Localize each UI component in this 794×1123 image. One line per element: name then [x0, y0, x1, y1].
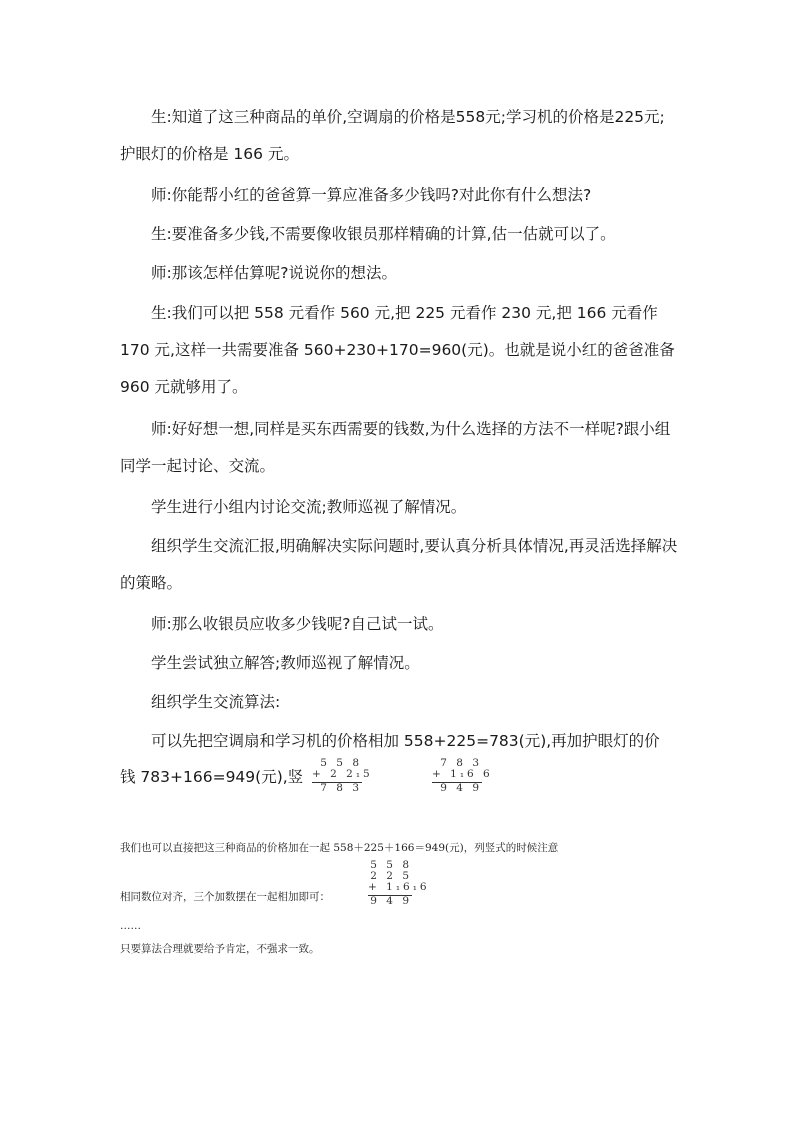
sum: 9 4 9	[370, 895, 412, 907]
paragraph-text: 生:知道了这三种商品的单价,空调扇的价格是558元;学习机的价格是225元;护眼灯的价格是 166 元。	[120, 108, 665, 163]
scanned-note-line: 相同数位对齐，三个加数摆在一起相加即可：	[120, 891, 330, 903]
paragraph	[120, 645, 680, 682]
vertical-addition-2	[432, 757, 493, 794]
addend-2: + 1₁6 6	[432, 768, 493, 780]
vertical-addition-3	[368, 859, 430, 907]
addend-2: + 2 2₁5	[312, 768, 373, 780]
sum: 7 8 3	[320, 782, 362, 794]
addend-1: 7 8 3	[440, 757, 482, 769]
calculation-text: 可以先把空调扇和学习机的价格相加 558+225=783(元),再加护眼灯的价	[151, 732, 660, 750]
paragraph	[120, 216, 680, 253]
paragraph-text: 学生进行小组内讨论交流;教师巡视了解情况。	[151, 498, 467, 516]
paragraph	[120, 411, 680, 485]
addend-1: 5 5 8	[370, 859, 412, 871]
addend-1: 5 5 8	[320, 757, 362, 769]
scanned-note-line: 我们也可以直接把这三种商品的价格加在一起 558＋225＋166＝949(元)，列竖式的时候注意	[120, 842, 559, 854]
paragraph	[120, 606, 680, 643]
sum: 9 4 9	[440, 782, 482, 794]
paragraph	[120, 177, 680, 214]
calculation-line: 钱 783+166=949(元),竖	[120, 768, 304, 786]
paragraph-text: 师:你能帮小红的爸爸算一算应准备多少钱吗?对此你有什么想法?	[151, 186, 592, 204]
paragraph-text: 师:那该怎样估算呢?说说你的想法。	[151, 264, 397, 282]
paragraph-text: 学生尝试独立解答;教师巡视了解情况。	[151, 654, 420, 672]
vertical-addition-1	[312, 757, 373, 794]
calculation-paragraph	[120, 723, 680, 760]
paragraph-text: 师:好好想一想,同样是买东西需要的钱数,为什么选择的方法不一样呢?跟小组同学一起讨论、交流。	[120, 420, 671, 475]
addend-2: 2 2 5	[370, 870, 412, 882]
paragraph	[120, 99, 680, 173]
paragraph-text: 组织学生交流汇报,明确解决实际问题时,要认真分析具体情况,再灵活选择解决的策略。	[120, 537, 678, 592]
paragraph	[120, 295, 680, 406]
paragraph-text: 生:我们可以把 558 元看作 560 元,把 225 元看作 230 元,把 166 元看作 170 元,这样一共需要准备 560+230+170=960(元)。也就是说小红的爸爸准备 960 元就够用了。	[120, 304, 675, 396]
paragraph-text: 师:那么收银员应收多少钱呢?自己试一试。	[151, 615, 444, 633]
paragraph	[120, 684, 680, 721]
paragraph-text: 生:要准备多少钱,不需要像收银员那样精确的计算,估一估就可以了。	[151, 225, 616, 243]
paragraph	[120, 489, 680, 526]
paragraph-text: 组织学生交流算法:	[151, 693, 281, 711]
ellipsis: ……	[120, 920, 141, 932]
scanned-note-line: 只要算法合理就要给予肯定，不强求一致。	[120, 943, 320, 955]
paragraph	[120, 528, 680, 602]
addend-3: + 1₁6₁6	[368, 881, 430, 893]
paragraph	[120, 255, 680, 292]
